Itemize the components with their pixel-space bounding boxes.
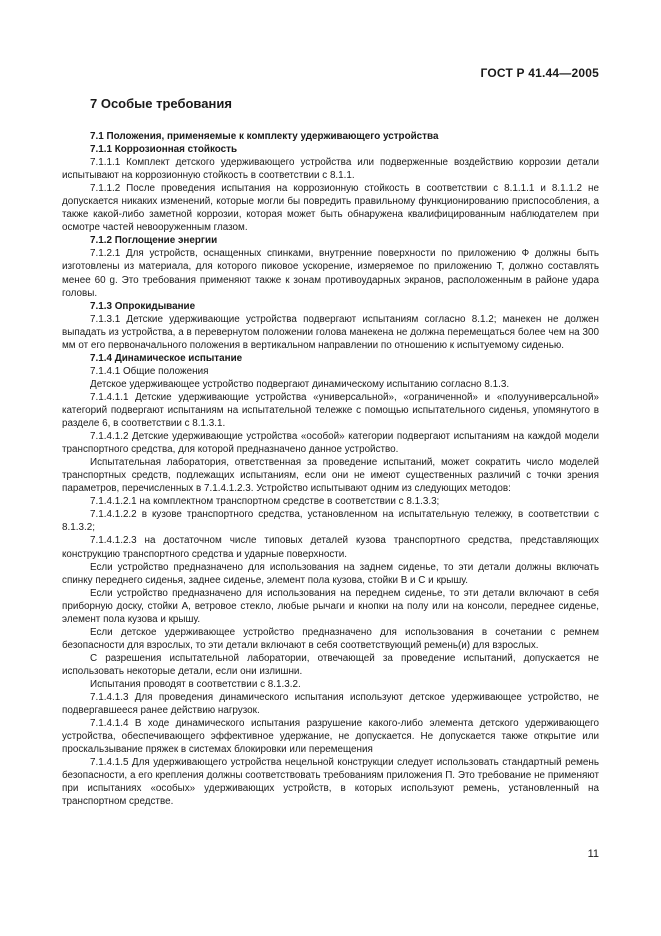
paragraph: 7.1.4.1.3 Для проведения динамического испытания используют детское удерживающее устройство, не подвергавшееся ранее действию нагрузок. [62, 692, 599, 717]
paragraph: 7.1.4.1.2.2 в кузове транспортного средства, установленном на испытательную тележку, в соответствии с 8.1.3.2; [62, 509, 599, 534]
paragraph: Если устройство предназначено для использования на переднем сиденье, то эти детали включают в себя приборную доску, стойки А, ветровое стекло, любые рычаги и кнопки на полу или на консоли, переднее сиденье, элемент пола кузова и крышу. [62, 587, 599, 625]
page-number: 11 [587, 848, 599, 860]
paragraph: Если устройство предназначено для использования на заднем сиденье, то эти детали должны включать спинку переднего сиденья, заднее сиденье, элемент пола кузова, стойки В и С и крышу. [62, 561, 599, 586]
paragraph: 7.1.1.1 Комплект детского удерживающего устройства или подверженные воздействию коррозии детали испытывают на коррозионную стойкость в соответствии с 8.1.1. [62, 157, 599, 182]
paragraph: С разрешения испытательной лаборатории, отвечающей за проведение испытаний, допускается не использовать некоторые детали, если они излишни. [62, 652, 599, 677]
subsection-heading: 7.1.2 Поглощение энергии [90, 235, 218, 247]
paragraph: 7.1.4.1.5 Для удерживающего устройства нецельной конструкции следует использовать стандартный ремень безопасности, а его крепления должны соответствовать требованиям приложения П. Это требование не применяют при испытаниях «особых» удерживающих устройств, в которых используют ремень, установленный на транспортном средстве. [62, 757, 599, 808]
subsection-heading: 7.1.3 Опрокидывание [90, 300, 196, 312]
subsection-heading: 7.1 Положения, применяемые к комплекту удерживающего устройства [90, 131, 439, 142]
paragraph: 7.1.4.1 Общие положения [90, 365, 209, 377]
subsection-heading: 7.1.4 Динамическое испытание [90, 352, 243, 364]
paragraph: 7.1.4.1.1 Детские удерживающие устройства «универсальной», «ограниченной» и «полууниверсальной» категорий подвергают испытаниям на испытательной тележке с помощью испытательного сиденья, упомянутого в разделе 6, в соответствии с 8.1.3.1. [62, 391, 599, 430]
subsection-heading: 7.1.1 Коррозионная стойкость [90, 144, 238, 156]
paragraph: 7.1.2.1 Для устройств, оснащенных спинками, внутренние поверхности по приложению Ф должны быть изготовлены из материала, для которого пиковое ускорение, измеряемое по приложению Т, должно составлять менее 60 g. Это требования применяют также к зонам противоударных экранов, расположенным в районе удара головы. [62, 248, 599, 299]
standard-code-header: ГОСТ Р 41.44—2005 [480, 66, 599, 80]
paragraph: 7.1.4.1.2 Детские удерживающие устройства «особой» категории подвергают испытаниям на каждой модели транспортного средства, для которой предназначено данное устройство. [62, 431, 599, 456]
section-title: 7 Особые требования [90, 96, 232, 111]
paragraph: 7.1.4.1.4 В ходе динамического испытания разрушение какого-либо элемента детского удерживающего устройства, обеспечивающего эффективное удержание, не допускается. Не допускается также открытие или проскальзывание пряжек в системах блокировки или перемещения [62, 718, 599, 756]
paragraph: 7.1.1.2 После проведения испытания на коррозионную стойкость в соответствии с 8.1.1.1 и 8.1.1.2 не допускается никаких изменений, которые могли бы повредить правильному функционированию приспособления, а также какой-либо заметной коррозии, которая может быть обнаружена квалифицированным наблюдателем при осмотре частей невооруженным глазом. [62, 183, 599, 234]
paragraph: Если детское удерживающее устройство предназначено для использования в сочетании с ремнем безопасности для взрослых, то эти детали включают в себя соответствующий ремень(и) для взрослых. [62, 626, 599, 651]
paragraph: 7.1.3.1 Детские удерживающие устройства подвергают испытаниям согласно 8.1.2; манекен не должен выпадать из устройства, а в перевернутом положении голова манекена не должна перемещаться более чем на 300 мм от его первоначального положения в вертикальном направлении по отношению к испытуемому сиденью. [62, 313, 599, 351]
paragraph: Испытательная лаборатория, ответственная за проведение испытаний, может сократить число моделей транспортных средств, подлежащих испытаниям, если они не имеют существенных различий с точки зрения параметров, перечисленных в 7.1.4.1.2.3. Устройство испытывают одним из следующих методов: [62, 457, 599, 495]
paragraph-list [62, 130, 599, 808]
page-content [62, 96, 599, 808]
paragraph: Детское удерживающее устройство подвергают динамическому испытанию согласно 8.1.3. [90, 378, 510, 390]
paragraph: 7.1.4.1.2.3 на достаточном числе типовых деталей кузова транспортного средства, представляющих конструкцию транспортного средства и ударные поверхности. [62, 535, 599, 560]
paragraph: 7.1.4.1.2.1 на комплектном транспортном средстве в соответствии с 8.1.3.3; [90, 496, 440, 508]
paragraph: Испытания проводят в соответствии с 8.1.3.2. [90, 678, 301, 690]
